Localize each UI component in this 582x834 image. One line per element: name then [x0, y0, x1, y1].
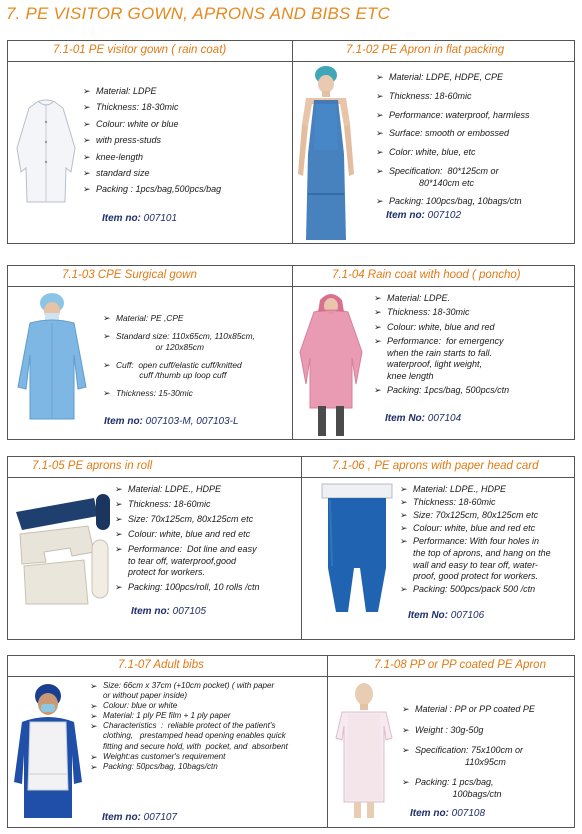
spec-line: ➢ Thickness: 15-30mic — [103, 388, 288, 399]
spec-line: ➢ Colour: blue or white — [90, 701, 322, 711]
spec-line: ➢ Thickness: 18-60mic — [115, 499, 300, 511]
spec-line: ➢ with press-studs — [83, 135, 283, 147]
product-header-7.1-02: 7.1-02 PE Apron in flat packing — [346, 44, 505, 56]
product-specs-7.1-04 — [374, 293, 574, 397]
item-value: 007101 — [140, 213, 178, 224]
item-value: 007104 — [425, 413, 462, 424]
spec-line: ➢ Standard size: 110x65cm, 110x85cm, or 120x85cm — [103, 331, 288, 352]
item-value: 007108 — [448, 808, 486, 819]
spec-line: ➢ Characteristics : reliable protect of the patient's clothing, prestamped head opening enables quick fitting and secure hold, with pocket, and absorbent — [90, 721, 322, 751]
spec-line: ➢ Colour: white, blue and red etc — [400, 523, 578, 535]
item-label: Item no: — [386, 210, 425, 221]
spec-line: ➢ Performance: for emergency when the rain starts to fall. waterproof, light weight, knee length — [374, 336, 574, 382]
product-specs-7.1-07 — [90, 681, 322, 772]
spec-line: ➢ Thickness: 18-30mic — [374, 307, 574, 319]
product-header-7.1-05: 7.1-05 PE aprons in roll — [32, 460, 153, 472]
spec-line: ➢ knee-length — [83, 152, 283, 164]
spec-line: ➢ Size: 70x125cm, 80x125cm etc — [115, 514, 300, 526]
spec-line: ➢ Color: white, blue, etc — [376, 147, 576, 159]
spec-line: ➢ Material : PP or PP coated PE — [402, 704, 578, 716]
item-number-7.1-06 — [408, 610, 484, 621]
item-label: Item No: — [385, 413, 425, 424]
product-specs-7.1-01 — [83, 86, 283, 196]
spec-line: ➢ Material: LDPE., HDPE — [400, 484, 578, 496]
item-label: Item No: — [408, 610, 448, 621]
item-label: Item no: — [102, 812, 141, 823]
apron-roll-photo — [14, 490, 118, 606]
spec-line: ➢ Specification: 75x100cm or 110x95cm — [402, 745, 578, 768]
item-number-7.1-04 — [385, 413, 461, 424]
product-header-7.1-06: 7.1-06 , PE aprons with paper head card — [332, 460, 539, 472]
item-number-7.1-08 — [410, 808, 485, 819]
spec-line: ➢ Packing: 500pcs/pack 500 /ctn — [400, 584, 578, 596]
product-specs-7.1-05 — [115, 484, 300, 594]
spec-line: ➢ Weight:as customer's requirement — [90, 752, 322, 762]
spec-line: ➢ Material: LDPE, HDPE, CPE — [376, 72, 576, 84]
product-specs-7.1-08 — [402, 704, 578, 801]
item-value: 007102 — [424, 210, 462, 221]
spec-line: ➢ Material: LDPE. — [374, 293, 574, 305]
page-title: 7. PE VISITOR GOWN, APRONS AND BIBS ETC — [6, 4, 391, 23]
spec-line: ➢ Thickness: 18-60mic — [376, 91, 576, 103]
blue-surgical-gown-photo — [16, 291, 88, 421]
spec-line: ➢ Material: PE ,CPE — [103, 313, 288, 324]
spec-line: ➢ Material: LDPE — [83, 86, 283, 98]
spec-line: ➢ Packing: 100pcs/bag, 10bags/ctn — [376, 196, 576, 208]
item-label: Item no: — [410, 808, 449, 819]
spec-line: ➢ Performance: Dot line and easy to tear off, waterproof,good protect for workers. — [115, 544, 300, 579]
product-specs-7.1-03 — [103, 313, 288, 399]
spec-line: ➢ standard size — [83, 168, 283, 180]
pp-apron-mannequin-photo — [334, 682, 394, 818]
spec-line: ➢ Cuff: open cuff/elastic cuff/knitted cuff /thumb up loop cuff — [103, 360, 288, 381]
spec-line: ➢ Packing: 100pcs/roll, 10 rolls /ctn — [115, 582, 300, 594]
item-value: 007103-M, 007103-L — [142, 416, 239, 427]
item-number-7.1-01 — [102, 213, 177, 224]
spec-line: ➢ Material: 1 ply PE film + 1 ply paper — [90, 711, 322, 721]
blue-apron-mannequin-photo — [294, 64, 358, 242]
spec-line: ➢ Performance: waterproof, harmless — [376, 110, 576, 122]
pink-rain-poncho-photo — [296, 288, 366, 440]
spec-line: ➢ Specification: 80*125cm or 80*140cm etc — [376, 166, 576, 189]
item-number-7.1-02 — [386, 210, 461, 221]
spec-line: ➢ Size: 70x125cm, 80x125cm etc — [400, 510, 578, 522]
item-value: 007106 — [448, 610, 485, 621]
spec-line: ➢ Surface: smooth or embossed — [376, 128, 576, 140]
spec-line: ➢ Size: 66cm x 37cm (+10cm pocket) ( with paper or without paper inside) — [90, 681, 322, 701]
spec-line: ➢ Material: LDPE., HDPE — [115, 484, 300, 496]
white-visitor-gown-photo — [15, 98, 77, 206]
product-header-7.1-08: 7.1-08 PP or PP coated PE Apron — [374, 659, 546, 671]
item-value: 007105 — [169, 606, 207, 617]
spec-line: ➢ Packing: 50pcs/bag, 10bags/ctn — [90, 762, 322, 772]
adult-bib-model-photo — [12, 682, 84, 820]
item-label: Item no: — [131, 606, 170, 617]
spec-line: ➢ Colour: white, blue and red — [374, 322, 574, 334]
product-specs-7.1-02 — [376, 72, 576, 208]
spec-line: ➢ Colour: white or blue — [83, 119, 283, 131]
item-number-7.1-05 — [131, 606, 206, 617]
item-number-7.1-07 — [102, 812, 177, 823]
item-label: Item no: — [104, 416, 143, 427]
item-value: 007107 — [140, 812, 178, 823]
product-header-7.1-04: 7.1-04 Rain coat with hood ( poncho) — [332, 269, 521, 281]
item-number-7.1-03 — [104, 416, 239, 427]
product-header-7.1-07: 7.1-07 Adult bibs — [118, 659, 204, 671]
product-header-7.1-01: 7.1-01 PE visitor gown ( rain coat) — [53, 44, 227, 56]
spec-line: ➢ Thickness: 18-30mic — [83, 102, 283, 114]
apron-head-card-photo — [318, 482, 396, 614]
item-label: Item no: — [102, 213, 141, 224]
spec-line: ➢ Thickness: 18-60mic — [400, 497, 578, 509]
product-specs-7.1-06 — [400, 484, 578, 596]
spec-line: ➢ Packing: 1 pcs/bag, 100bags/ctn — [402, 777, 578, 800]
spec-line: ➢ Performance: With four holes in the top of aprons, and hang on the wall and easy to tear off, water- proof, good protect for workers. — [400, 536, 578, 582]
spec-line: ➢ Colour: white, blue and red etc — [115, 529, 300, 541]
spec-line: ➢ Packing: 1pcs/bag, 500pcs/ctn — [374, 385, 574, 397]
spec-line: ➢ Weight : 30g-50g — [402, 725, 578, 737]
product-header-7.1-03: 7.1-03 CPE Surgical gown — [62, 269, 197, 281]
spec-line: ➢ Packing : 1pcs/bag,500pcs/bag — [83, 184, 283, 196]
